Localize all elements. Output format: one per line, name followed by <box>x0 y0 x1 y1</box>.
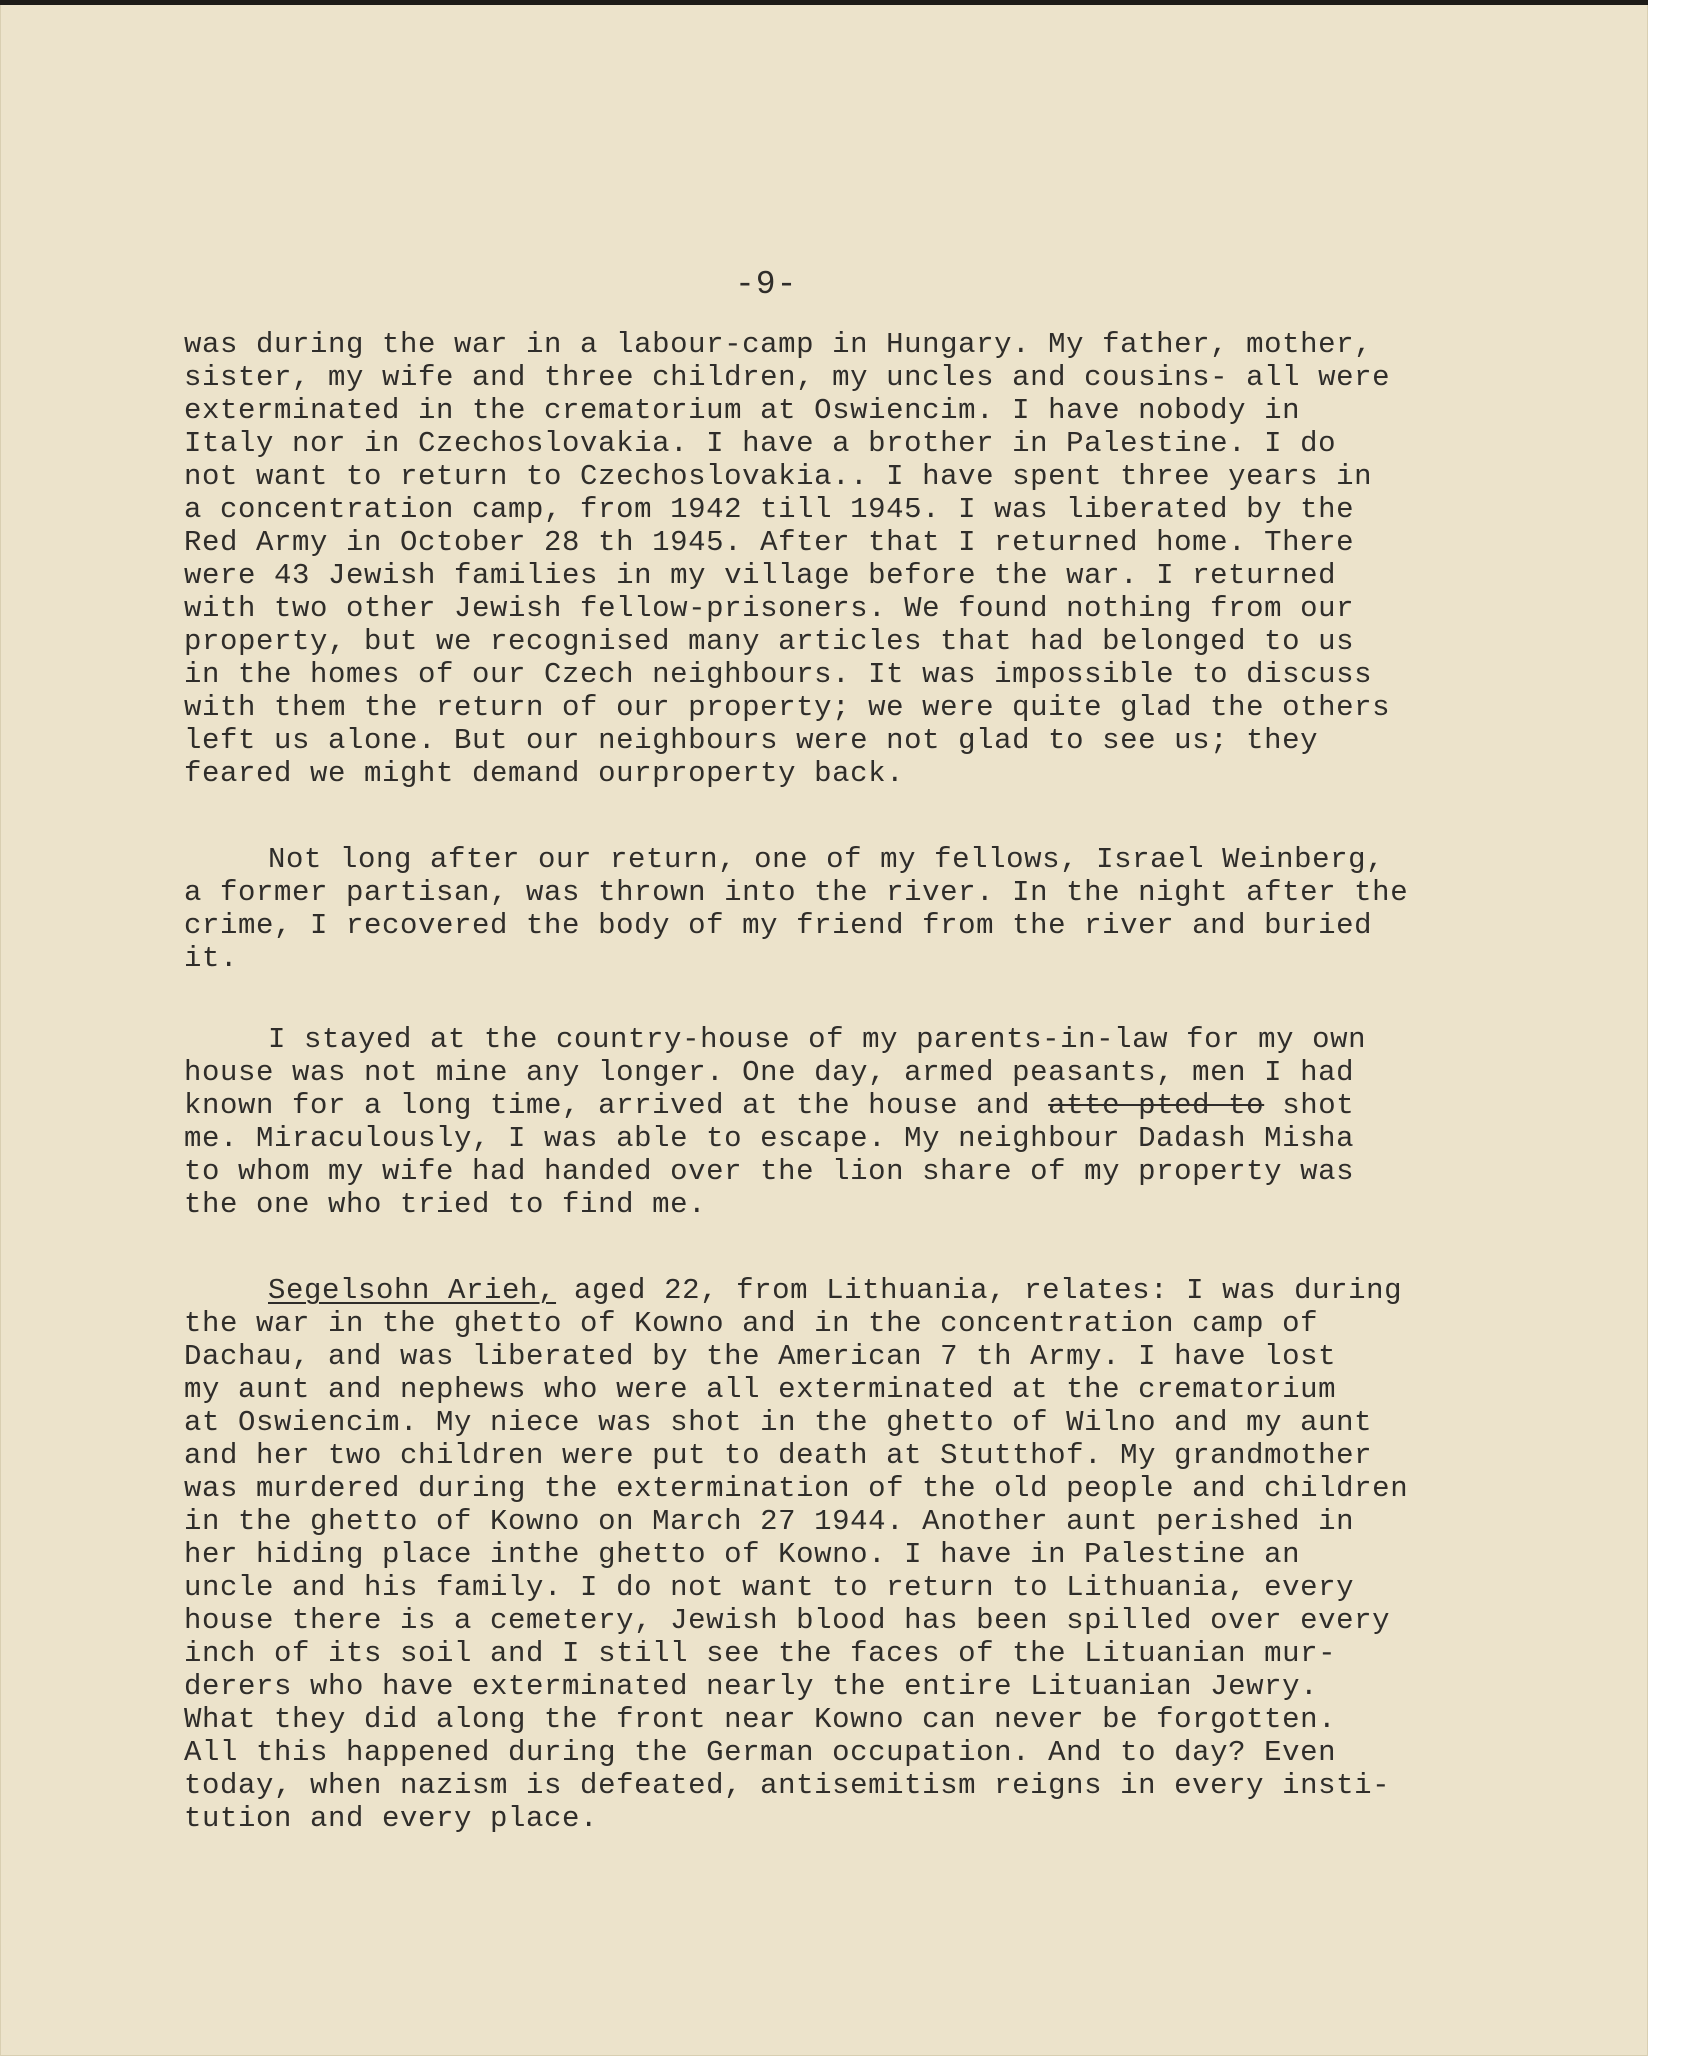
scan-margin <box>1648 0 1700 2056</box>
paragraph-3-text-before-strike: I stayed at the country-house of my parents-in-law for my own house was not mine any longer. One day, armed peasants, men I had known for a long time, arrived at the house and <box>184 1023 1367 1122</box>
paragraph-2-text: Not long after our return, one of my fellows, Israel Weinberg, a former partisan, was thrown into the river. In the night after the crime, I recovered the body of my friend from the river and buried it. <box>184 843 1409 975</box>
struck-through-text: atte pted to <box>1048 1089 1265 1122</box>
document-body <box>184 328 1564 1835</box>
page-number: -9- <box>735 266 798 303</box>
paragraph-4-text: aged 22, from Lithuania, relates: I was during the war in the ghetto of Kowno and in the concentration camp of Dachau, and was liberated by the American 7 th Army. I have lost my aunt and nephews who were all exterminated at the crematorium at Oswiencim. My niece was shot in the ghetto of Wilno and my aunt and her two children were put to death at Stutthof. My grandmother was murdered during the extermination of the old people and children in the ghetto of Kowno on March 27 1944. Another aunt perished in her hiding place inthe ghetto of Kowno. I have in Palestine an uncle and his family. I do not want to return to Lithuania, every house there is a cemetery, Jewish blood has been spilled over every inch of its soil and I still see the faces of the Lituanian mur- derers who have exterminated nearly the entire Lituanian Jewry. What they did along the front near Kowno can never be forgotten. All this happened during the German occupation. And to day? Even today, when nazism is defeated, antisemitism reigns in every insti- tution and every place. <box>184 1274 1409 1835</box>
paragraph-spacing <box>184 1221 1564 1274</box>
paragraph-3 <box>184 1023 1564 1221</box>
testimony-name: Segelsohn Arieh, <box>268 1274 557 1307</box>
page-top-edge <box>0 0 1648 5</box>
paragraph-2 <box>184 843 1564 975</box>
paragraph-3-text-after-strike: shot me. Miraculously, I was able to escape. My neighbour Dadash Misha to whom my wife had handed over the lion share of my property was the one who tried to find me. <box>184 1089 1355 1221</box>
paragraph-4 <box>184 1274 1564 1835</box>
paragraph-1: was during the war in a labour-camp in Hungary. My father, mother, sister, my wife and three children, my uncles and cousins- all were exterminated in the crematorium at Oswiencim. I have nobody in Italy nor in Czechoslovakia. I have a brother in Palestine. I do not want to return to Czechoslovakia.. I have spent three years in a concentration camp, from 1942 till 1945. I was liberated by the Red Army in October 28 th 1945. After that I returned home. There were 43 Jewish families in my village before the war. I returned with two other Jewish fellow-prisoners. We found nothing from our property, but we recognised many articles that had belonged to us in the homes of our Czech neighbours. It was impossible to discuss with them the return of our property; we were quite glad the others left us alone. But our neighbours were not glad to see us; they feared we might demand ourproperty back. <box>184 328 1391 790</box>
paragraph-spacing <box>184 975 1564 1023</box>
paragraph-spacing <box>184 790 1564 843</box>
